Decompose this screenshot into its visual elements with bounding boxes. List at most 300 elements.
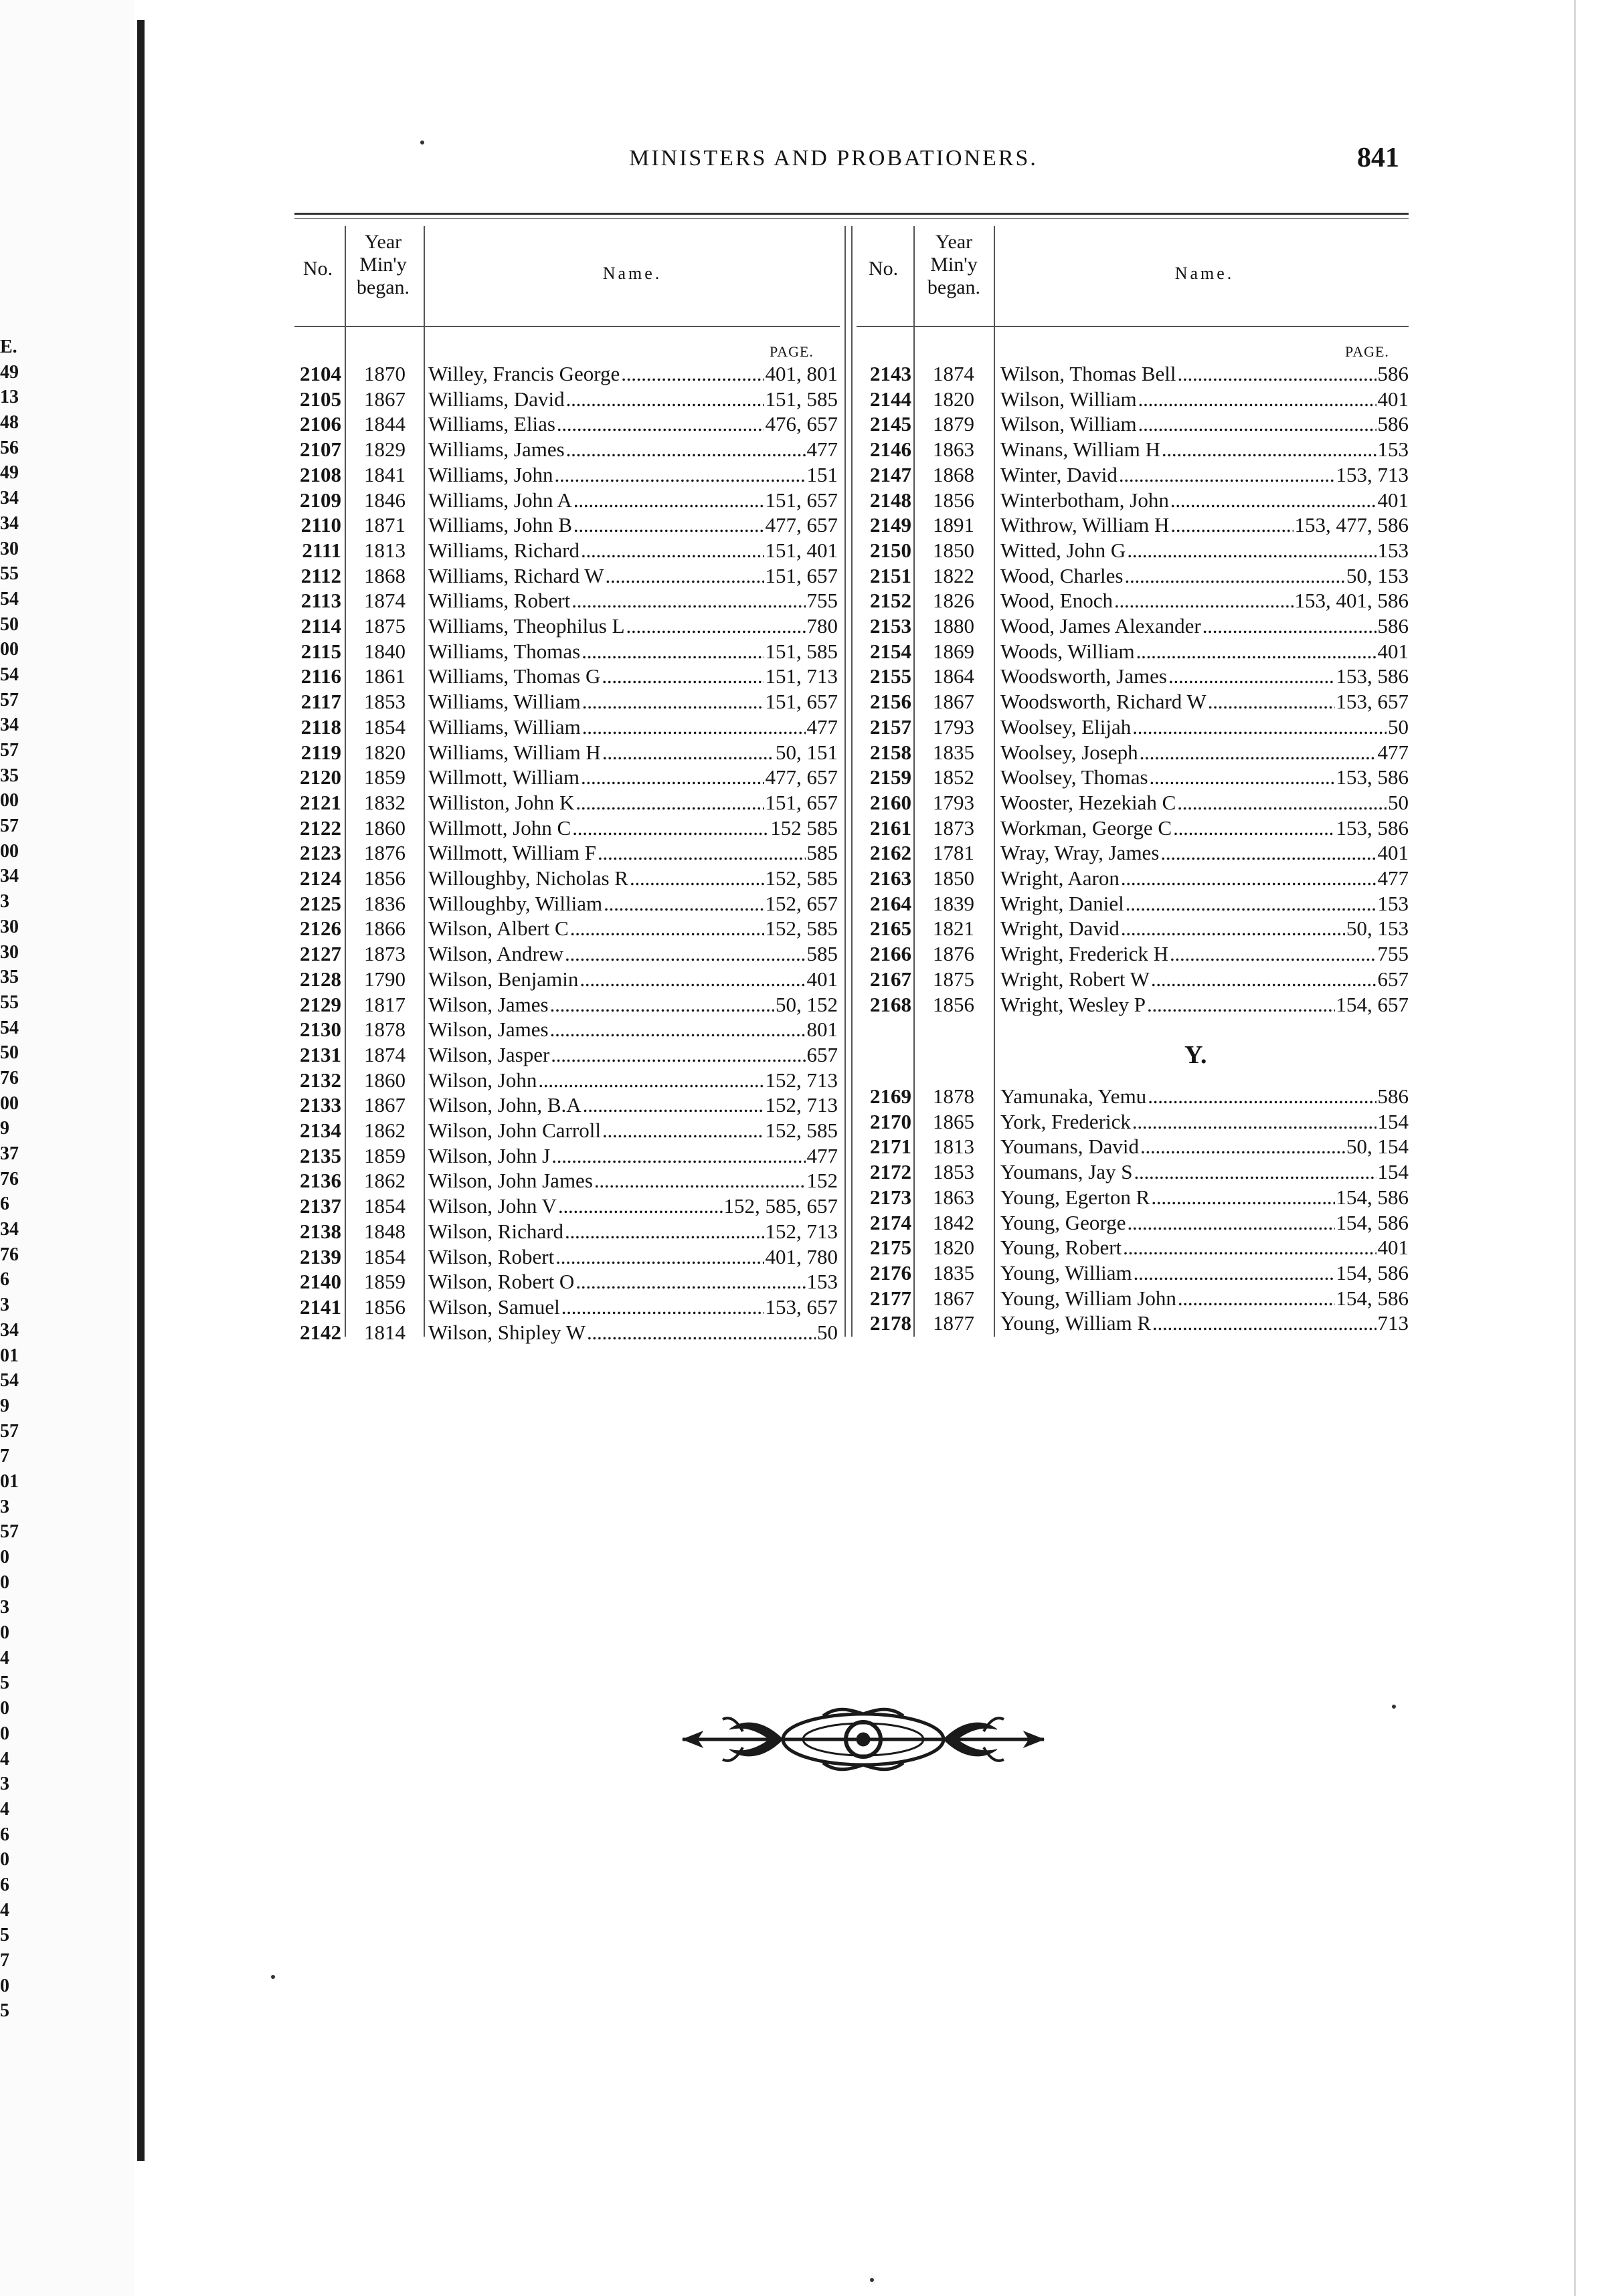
entry-text [428, 1269, 838, 1295]
facing-page-fragment: 00 [0, 639, 19, 660]
entry-text [428, 488, 838, 513]
entry-pages: 50, 154 [1346, 1135, 1409, 1159]
entry-pages: 477, 657 [765, 513, 838, 537]
year-line2: Min'y [930, 254, 978, 276]
leader-dots [561, 1295, 764, 1320]
facing-page-fragment: 55 [0, 991, 19, 1013]
facing-page-fragment: 34 [0, 866, 19, 887]
leader-dots [575, 1269, 805, 1295]
entry-pages: 153, 477, 586 [1294, 513, 1409, 537]
leader-dots [594, 1168, 806, 1193]
entry-name: Willmott, William [428, 765, 579, 789]
header-rule [294, 213, 1409, 215]
entry-number: 2138 [300, 1219, 341, 1243]
entry-pages: 153, 657 [765, 1295, 838, 1319]
entry-name: Wilson, James [428, 1018, 549, 1042]
leader-dots [1138, 387, 1376, 412]
facing-page-fragment: 6 [0, 1824, 9, 1845]
leader-dots [1168, 664, 1335, 689]
entry-number: 2105 [300, 387, 341, 411]
entry-pages: 154 [1377, 1109, 1409, 1133]
leader-dots [1147, 992, 1335, 1018]
entry-name: Youmans, Jay S [1000, 1160, 1133, 1184]
entry-number: 2143 [870, 362, 911, 385]
entry-text [428, 588, 838, 613]
facing-page-fragment: 57 [0, 1420, 19, 1442]
entry-year: 1840 [364, 639, 406, 663]
entry-number: 2170 [870, 1109, 911, 1133]
col-year-header-left [345, 231, 422, 299]
entry-name: Wilson, John Carroll [428, 1119, 601, 1142]
entry-number: 2119 [300, 740, 341, 764]
entry-number: 2142 [300, 1320, 341, 1344]
entry-year: 1854 [364, 714, 406, 739]
header-underline-left [294, 326, 840, 327]
entry-number: 2178 [870, 1311, 911, 1335]
entry-name: Willmott, John C [428, 816, 571, 840]
entry-number: 2156 [870, 690, 911, 714]
entry-number: 2166 [870, 942, 911, 966]
entry-pages: 801 [806, 1018, 838, 1042]
leader-dots [573, 488, 764, 513]
entry-name: Wilson, William [1000, 412, 1137, 436]
facing-page-fragment: 5 [0, 1672, 9, 1694]
entry-pages: 657 [1377, 967, 1409, 991]
entry-year: 1874 [364, 589, 406, 613]
leader-dots [1148, 1084, 1376, 1109]
entry-name: Willey, Francis George [428, 362, 620, 385]
entry-number: 2159 [870, 765, 911, 789]
entry-number: 2104 [300, 362, 341, 385]
entry-number: 2151 [870, 563, 911, 587]
entry-text [428, 538, 838, 563]
entry-number: 2141 [300, 1295, 341, 1319]
facing-page-fragment: 35 [0, 765, 19, 786]
leader-dots [1119, 462, 1335, 488]
entry-name: Wright, Wesley P [1000, 992, 1146, 1016]
entry-pages: 50, 151 [776, 740, 838, 764]
entry-year: 1859 [364, 765, 406, 789]
entry-year: 1813 [933, 1135, 974, 1159]
entry-year: 1870 [364, 362, 406, 385]
entry-text [1000, 462, 1409, 488]
entry-name: Williams, Robert [428, 589, 571, 613]
entry-pages: 154, 657 [1336, 992, 1409, 1016]
entry-number: 2125 [300, 891, 341, 915]
entry-text [1000, 1286, 1409, 1311]
entry-name: Wilson, Richard [428, 1219, 563, 1243]
entry-number: 2147 [870, 462, 911, 486]
entry-year: 1873 [933, 816, 974, 840]
entry-number: 2120 [300, 765, 341, 789]
entry-number: 2144 [870, 387, 911, 411]
entry-text [1000, 488, 1409, 513]
leader-dots [606, 563, 764, 589]
leader-dots [1121, 866, 1376, 891]
leader-dots [581, 765, 764, 790]
entry-text [428, 411, 838, 437]
entry-name: Williams, William [428, 714, 581, 739]
facing-page-fragment: 01 [0, 1345, 19, 1366]
entry-text [428, 512, 838, 538]
entry-pages: 151, 657 [765, 690, 838, 714]
entry-year: 1854 [364, 1194, 406, 1218]
entry-pages: 153 [1377, 538, 1409, 562]
entry-pages: 153, 657 [1336, 690, 1409, 714]
leader-dots [575, 790, 764, 816]
entry-text [428, 1092, 838, 1118]
entry-year: 1841 [364, 462, 406, 486]
entry-year: 1879 [933, 412, 974, 436]
entry-year: 1856 [933, 992, 974, 1016]
facing-page-fragment: 34 [0, 1219, 19, 1240]
entry-number: 2114 [300, 614, 341, 638]
leader-dots [1140, 1134, 1345, 1159]
entry-year: 1874 [933, 362, 974, 385]
entry-year: 1862 [364, 1169, 406, 1193]
entry-text [428, 1118, 838, 1143]
leader-dots [1160, 840, 1376, 866]
entry-number: 2172 [870, 1160, 911, 1184]
entry-text [1000, 563, 1409, 589]
entry-text [1000, 866, 1409, 891]
leader-dots [621, 361, 764, 387]
facing-page-fragments [0, 334, 27, 2024]
facing-page-fragment: 54 [0, 1370, 19, 1392]
facing-page-fragment: 54 [0, 588, 19, 609]
entry-pages: 152, 713 [765, 1068, 838, 1092]
leader-dots [571, 588, 805, 613]
leader-dots [1126, 891, 1376, 917]
leader-dots [538, 1068, 764, 1093]
entry-year: 1873 [364, 942, 406, 966]
entry-pages: 50 [1388, 790, 1409, 814]
entry-pages: 153, 586 [1336, 765, 1409, 789]
binding-shadow [137, 20, 145, 2161]
leader-dots [602, 1118, 764, 1143]
entry-name: Williams, David [428, 387, 565, 411]
entry-pages: 755 [1377, 942, 1409, 966]
entry-year: 1821 [933, 917, 974, 941]
entry-text [428, 916, 838, 941]
entry-year: 1835 [933, 740, 974, 764]
entry-pages: 151, 657 [765, 790, 838, 814]
facing-page-fragment: 48 [0, 412, 19, 434]
entry-text [428, 1143, 838, 1169]
facing-page-fragment: 76 [0, 1168, 19, 1189]
entry-number: 2111 [302, 538, 341, 562]
facing-page-fragment: 57 [0, 740, 19, 761]
entry-text [428, 816, 838, 841]
entry-name: Witted, John G [1000, 538, 1126, 562]
entry-year: 1869 [933, 639, 974, 663]
entry-year: 1878 [933, 1084, 974, 1108]
leader-dots [587, 1320, 816, 1345]
entry-year: 1877 [933, 1311, 974, 1335]
facing-page-fragment: 5 [0, 2000, 9, 2022]
entry-name: Wilson, John [428, 1068, 537, 1092]
entry-year: 1820 [933, 387, 974, 411]
facing-page-fragment: 50 [0, 613, 19, 635]
entry-pages: 401, 780 [765, 1244, 838, 1268]
decorative-ornament [676, 1699, 1051, 1780]
entry-name: Woodsworth, Richard W [1000, 690, 1207, 714]
entry-year: 1860 [364, 816, 406, 840]
entry-number: 2131 [300, 1042, 341, 1066]
entry-name: Wood, James Alexander [1000, 614, 1201, 638]
entry-number: 2108 [300, 462, 341, 486]
facing-page-fragment: 57 [0, 816, 19, 837]
entry-year: 1852 [933, 765, 974, 789]
entry-number: 2175 [870, 1236, 911, 1260]
entry-text [428, 563, 838, 589]
entry-text [428, 1320, 838, 1345]
entry-name: Winter, David [1000, 462, 1118, 486]
entry-pages: 586 [1377, 1084, 1409, 1108]
entry-text [1000, 588, 1409, 613]
leader-dots [1127, 1210, 1334, 1236]
leader-dots [1162, 437, 1376, 462]
facing-page-fragment: 9 [0, 1118, 9, 1139]
leader-dots [581, 538, 764, 563]
entry-name: Youmans, David [1000, 1135, 1139, 1159]
entry-number: 2171 [870, 1135, 911, 1159]
facing-page-fragment: 7 [0, 1950, 9, 1971]
entry-number: 2130 [300, 1018, 341, 1042]
entry-number: 2113 [300, 589, 341, 613]
facing-page-fragment: 7 [0, 1446, 9, 1467]
entry-year: 1862 [364, 1119, 406, 1142]
leader-dots [550, 1017, 806, 1042]
leader-dots [566, 387, 764, 412]
entry-year: 1822 [933, 563, 974, 587]
entry-name: Yamunaka, Yemu [1000, 1084, 1147, 1108]
entry-name: Wilson, Jasper [428, 1042, 550, 1066]
entry-year: 1863 [933, 438, 974, 462]
entry-number: 2128 [300, 967, 341, 991]
leader-dots [554, 462, 805, 488]
facing-page-fragment: 35 [0, 967, 19, 988]
entry-year: 1860 [364, 1068, 406, 1092]
leader-dots [1132, 1109, 1376, 1135]
year-line1: Year [935, 231, 973, 253]
entry-pages: 586 [1377, 412, 1409, 436]
entry-number: 2173 [870, 1185, 911, 1209]
entry-pages: 401 [1377, 387, 1409, 411]
entry-number: 2162 [870, 841, 911, 865]
col-no-header-right: No. [868, 258, 899, 280]
entry-text [1000, 512, 1409, 538]
col-name-header-left: Name. [602, 264, 662, 283]
entry-number: 2161 [870, 816, 911, 840]
entry-text [428, 1168, 838, 1193]
entry-year: 1856 [364, 866, 406, 890]
entry-text [1000, 411, 1409, 437]
entry-text [1000, 816, 1409, 841]
entry-pages: 585 [806, 942, 838, 966]
entry-pages: 401 [1377, 488, 1409, 512]
running-header: MINISTERS AND PROBATIONERS. [629, 146, 1038, 171]
entry-text [1000, 1210, 1409, 1236]
leader-dots [1177, 790, 1387, 816]
facing-page-fragment: 37 [0, 1143, 19, 1164]
leader-dots [579, 967, 805, 992]
entry-year: 1856 [933, 488, 974, 512]
facing-page-fragment: 0 [0, 1849, 9, 1871]
leader-dots [572, 816, 769, 841]
entry-year: 1829 [364, 438, 406, 462]
facing-page-fragment: 4 [0, 1748, 9, 1769]
entry-pages: 153, 713 [1336, 462, 1409, 486]
entry-name: Williston, John K [428, 790, 575, 814]
header-rule-thin [294, 218, 1409, 219]
col-no-header-left: No. [302, 258, 333, 280]
entry-number: 2137 [300, 1194, 341, 1218]
entry-text [428, 866, 838, 891]
col-year-header-right [915, 231, 992, 299]
leader-dots [582, 714, 806, 740]
entry-pages: 152, 585 [765, 917, 838, 941]
entry-name: Young, William R [1000, 1311, 1151, 1335]
entry-pages: 152, 585, 657 [723, 1194, 838, 1218]
leader-dots [1132, 714, 1387, 740]
facing-page-fragment: 34 [0, 1319, 19, 1341]
entry-number: 2154 [870, 639, 911, 663]
entry-name: Wray, Wray, James [1000, 841, 1160, 865]
entry-pages: 586 [1377, 614, 1409, 638]
facing-page-fragment: 3 [0, 1295, 9, 1316]
leader-dots [1178, 361, 1376, 387]
entry-name: Wilson, Samuel [428, 1295, 560, 1319]
entry-pages: 477 [806, 1143, 838, 1167]
entry-number: 2123 [300, 841, 341, 865]
entry-text [1000, 639, 1409, 664]
entry-pages: 151, 657 [765, 488, 838, 512]
entry-text [1000, 1134, 1409, 1159]
facing-page-fragment: 13 [0, 387, 19, 408]
entry-number: 2146 [870, 438, 911, 462]
entry-year: 1866 [364, 917, 406, 941]
entry-pages: 154, 586 [1336, 1260, 1409, 1284]
entry-year: 1868 [933, 462, 974, 486]
entry-year: 1867 [364, 1093, 406, 1117]
facing-page-fragment: 57 [0, 689, 19, 710]
entry-number: 2122 [300, 816, 341, 840]
entry-year: 1793 [933, 790, 974, 814]
facing-page-fragment: 0 [0, 1622, 9, 1644]
leader-dots [1170, 512, 1293, 538]
entry-text [428, 437, 838, 462]
leader-dots [557, 411, 764, 437]
entry-text [428, 1042, 838, 1068]
entry-pages: 476, 657 [765, 412, 838, 436]
entry-number: 2149 [870, 513, 911, 537]
entry-text [1000, 1311, 1409, 1336]
entry-name: Wilson, Albert C [428, 917, 569, 941]
section-letter-y: Y. [1184, 1041, 1207, 1069]
entry-text [428, 891, 838, 917]
entry-year: 1867 [933, 1286, 974, 1310]
entry-year: 1826 [933, 589, 974, 613]
entry-name: Wooster, Hezekiah C [1000, 790, 1176, 814]
entry-pages: 154, 586 [1336, 1286, 1409, 1310]
entry-pages: 401 [1377, 1236, 1409, 1260]
leader-dots [1151, 1185, 1334, 1210]
entry-number: 2163 [870, 866, 911, 890]
entry-name: Young, George [1000, 1210, 1126, 1234]
entry-name: Wilson, James [428, 992, 549, 1016]
leader-dots [555, 1244, 764, 1270]
leader-dots [1121, 916, 1345, 941]
entry-number: 2150 [870, 538, 911, 562]
entry-number: 2136 [300, 1169, 341, 1193]
entry-pages: 151 [806, 462, 838, 486]
entry-number: 2167 [870, 967, 911, 991]
leader-dots [551, 1143, 805, 1169]
leader-dots [583, 1092, 764, 1118]
facing-page-fragment: 76 [0, 1244, 19, 1265]
entry-pages: 151, 401 [765, 538, 838, 562]
facing-page-fragment: 0 [0, 1723, 9, 1744]
entry-text [428, 740, 838, 765]
leader-dots [1127, 538, 1376, 563]
entry-name: Wilson, Robert O [428, 1270, 575, 1294]
entry-year: 1859 [364, 1143, 406, 1167]
entry-text [428, 1244, 838, 1270]
entry-pages: 50, 153 [1346, 563, 1409, 587]
entry-text [1000, 840, 1409, 866]
entry-text [428, 462, 838, 488]
entry-number: 2140 [300, 1270, 341, 1294]
entry-name: Williams, James [428, 438, 565, 462]
entry-text [1000, 765, 1409, 790]
facing-page-fragment: 30 [0, 916, 19, 937]
entry-text [428, 639, 838, 664]
entry-name: Wright, Aaron [1000, 866, 1120, 890]
entry-text [428, 1219, 838, 1244]
entry-name: Wilson, Andrew [428, 942, 563, 966]
entry-text [1000, 1084, 1409, 1109]
leader-dots [550, 992, 774, 1018]
entry-name: Willmott, William F [428, 841, 596, 865]
entry-number: 2160 [870, 790, 911, 814]
entry-name: Williams, John A [428, 488, 572, 512]
entry-number: 2169 [870, 1084, 911, 1108]
entry-year: 1814 [364, 1320, 406, 1344]
entry-number: 2133 [300, 1093, 341, 1117]
entry-year: 1861 [364, 664, 406, 688]
entry-pages: 152, 713 [765, 1093, 838, 1117]
entry-name: Workman, George C [1000, 816, 1172, 840]
col-name-header-right: Name. [1174, 264, 1235, 283]
leader-dots [582, 639, 764, 664]
entry-number: 2139 [300, 1244, 341, 1268]
leader-dots [1170, 941, 1376, 967]
facing-page-fragment: 4 [0, 1647, 9, 1668]
entry-year: 1891 [933, 513, 974, 537]
entry-year: 1878 [364, 1018, 406, 1042]
leader-dots [626, 613, 806, 639]
entry-text [1000, 613, 1409, 639]
entry-number: 2115 [300, 639, 341, 663]
entry-text [1000, 361, 1409, 387]
facing-page-fragment: 54 [0, 1017, 19, 1038]
facing-page-fragment: 5 [0, 1925, 9, 1946]
entry-text [1000, 1260, 1409, 1286]
entry-name: Wilson, Thomas Bell [1000, 362, 1176, 385]
entry-year: 1867 [933, 690, 974, 714]
facing-page-fragment: 6 [0, 1874, 9, 1895]
